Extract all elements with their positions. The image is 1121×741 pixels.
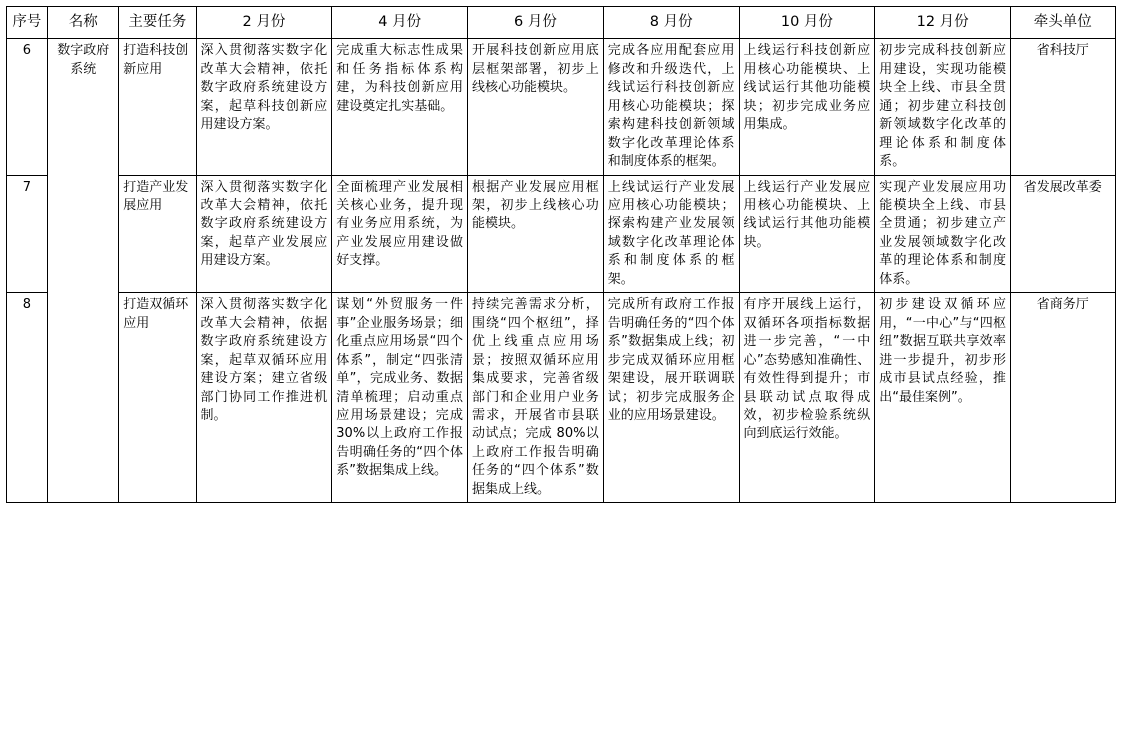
cell-month-4: 谋划“外贸服务一件事”企业服务场景；细化重点应用场景“四个体系”，制定“四张清单”，完成业务、数据清单梳理；启动重点应用场景建设；完成 30%以上政府工作报告明确任务的“四个体系”数据集成上线。 <box>332 293 468 503</box>
cell-month-6: 持续完善需求分析，围绕“四个枢纽”，择优上线重点应用场景；按照双循环应用集成要求，完善省级部门和企业用户业务需求，开展省市县联动试点；完成 80%以上政府工作报告明确任务的“四个体系”数据集成上线。 <box>468 293 604 503</box>
cell-month-8: 完成所有政府工作报告明确任务的“四个体系”数据集成上线；初步完成双循环应用框架建设，展开联调联试；初步完成服务企业的应用场景建设。 <box>603 293 739 503</box>
header-month-6: 6 月份 <box>468 7 604 39</box>
row-main-task: 打造科技创新应用 <box>119 39 196 175</box>
table-header-row <box>6 7 1115 39</box>
row-main-task: 打造产业发展应用 <box>119 175 196 293</box>
table-row <box>6 39 1115 175</box>
cell-month-2: 深入贯彻落实数字化改革大会精神，依托数字政府系统建设方案，起草产业发展应用建设方案。 <box>196 175 332 293</box>
header-month-12: 12 月份 <box>875 7 1011 39</box>
row-lead-unit: 省商务厅 <box>1011 293 1115 503</box>
header-month-4: 4 月份 <box>332 7 468 39</box>
cell-month-10: 有序开展线上运行，双循环各项指标数据进一步完善，“一中心”态势感知准确性、有效性得到提升；市县联动试点取得成效，初步检验系统纵向到底运行效能。 <box>739 293 875 503</box>
cell-month-6: 开展科技创新应用底层框架部署，初步上线核心功能模块。 <box>468 39 604 175</box>
cell-month-4: 完成重大标志性成果和任务指标体系构建，为科技创新应用建设奠定扎实基础。 <box>332 39 468 175</box>
header-name: 名称 <box>48 7 119 39</box>
cell-month-12: 初步建设双循环应用，“一中心”与“四枢纽”数据互联共享效率进一步提升，初步形成市县试点经验，推出“最佳案例”。 <box>875 293 1011 503</box>
header-main-task: 主要任务 <box>119 7 196 39</box>
row-index: 7 <box>6 175 48 293</box>
cell-month-4: 全面梳理产业发展相关核心业务，提升现有业务应用系统，为产业发展应用建设做好支撑。 <box>332 175 468 293</box>
cell-month-8: 完成各应用配套应用修改和升级迭代，上线试运行科技创新应用核心功能模块；探索构建科技创新领域数字化改革理论体系和制度体系的框架。 <box>603 39 739 175</box>
row-index: 8 <box>6 293 48 503</box>
table-row <box>6 175 1115 293</box>
cell-month-2: 深入贯彻落实数字化改革大会精神，依托数字政府系统建设方案，起草科技创新应用建设方案。 <box>196 39 332 175</box>
header-month-8: 8 月份 <box>603 7 739 39</box>
schedule-table <box>6 6 1116 503</box>
row-main-task: 打造双循环应用 <box>119 293 196 503</box>
cell-month-12: 初步完成科技创新应用建设，实现功能模块全上线、市县全贯通；初步建立科技创新领域数字化改革的理论体系和制度体系。 <box>875 39 1011 175</box>
header-lead-unit: 牵头单位 <box>1011 7 1115 39</box>
cell-month-10: 上线运行产业发展应用核心功能模块、上线试运行其他功能模块。 <box>739 175 875 293</box>
cell-month-8: 上线试运行产业发展应用核心功能模块；探索构建产业发展领域数字化改革理论体系和制度体系的框架。 <box>603 175 739 293</box>
cell-month-6: 根据产业发展应用框架，初步上线核心功能模块。 <box>468 175 604 293</box>
cell-month-10: 上线运行科技创新应用核心功能模块、上线试运行其他功能模块；初步完成业务应用集成。 <box>739 39 875 175</box>
header-month-10: 10 月份 <box>739 7 875 39</box>
header-index: 序号 <box>6 7 48 39</box>
row-lead-unit: 省科技厅 <box>1011 39 1115 175</box>
row-lead-unit: 省发展改革委 <box>1011 175 1115 293</box>
table-row <box>6 293 1115 503</box>
system-name-cell: 数字政府 系统 <box>48 39 119 503</box>
cell-month-2: 深入贯彻落实数字化改革大会精神，依据数字政府系统建设方案，起草双循环应用建设方案；建立省级部门协同工作推进机制。 <box>196 293 332 503</box>
cell-month-12: 实现产业发展应用功能模块全上线、市县全贯通；初步建立产业发展领域数字化改革的理论体系和制度体系。 <box>875 175 1011 293</box>
row-index: 6 <box>6 39 48 175</box>
header-month-2: 2 月份 <box>196 7 332 39</box>
